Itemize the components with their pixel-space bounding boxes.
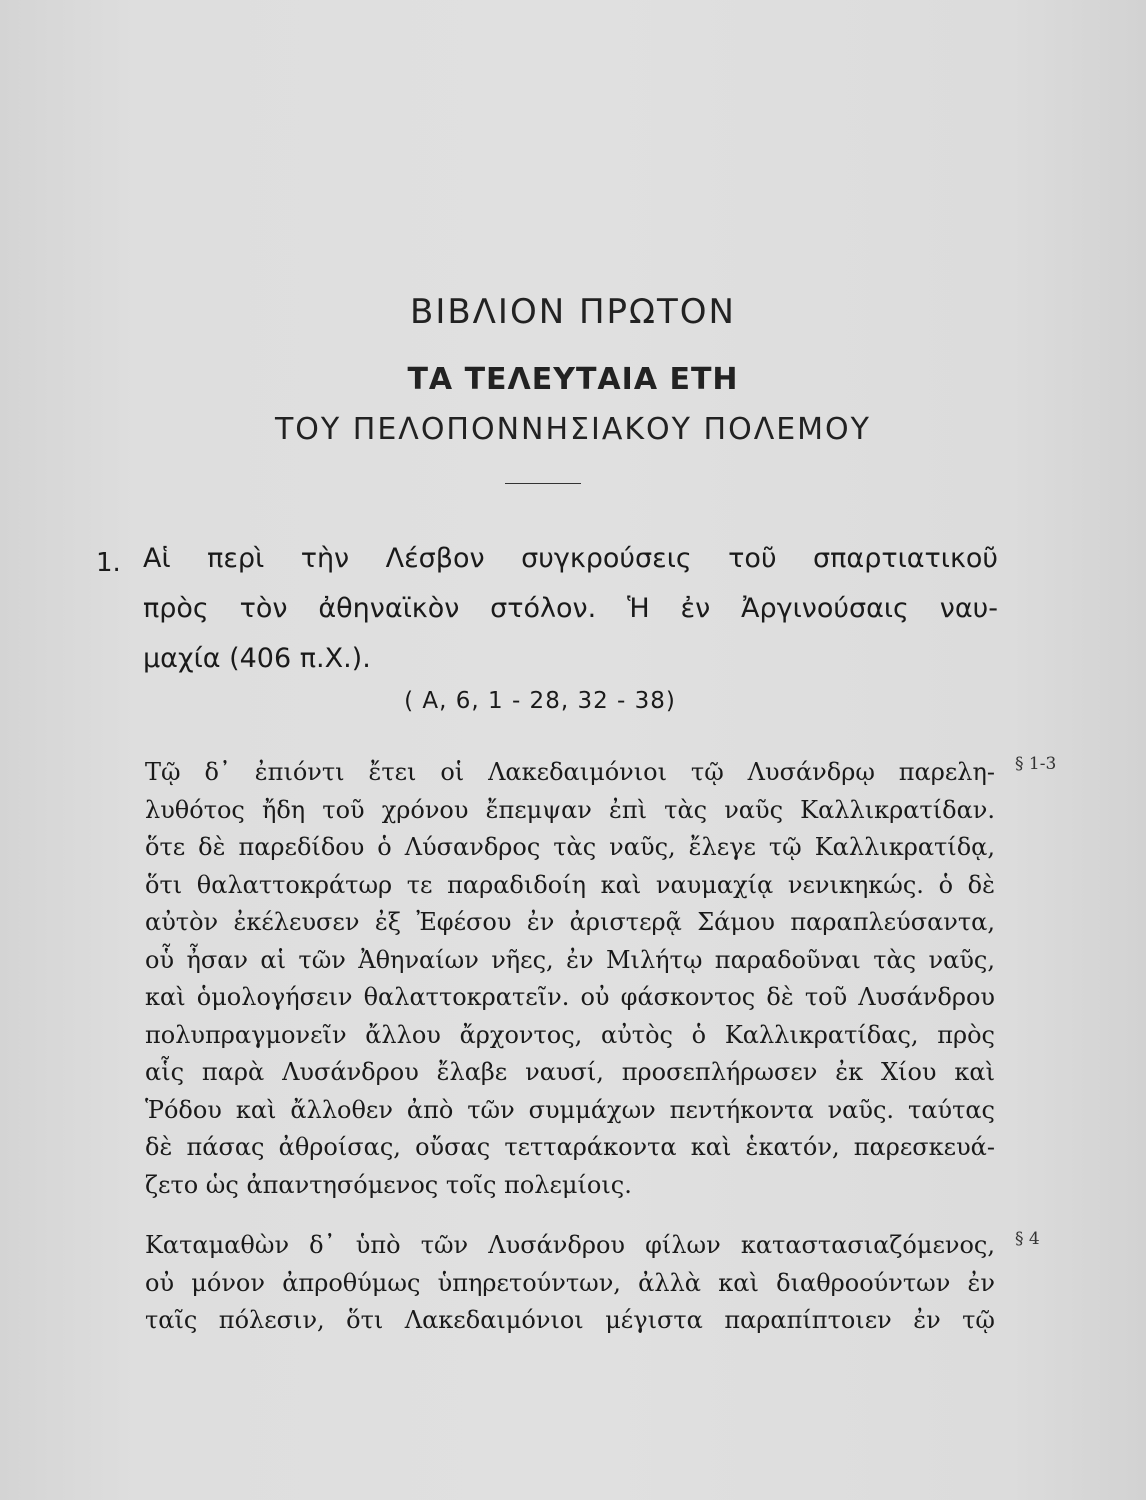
margin-note: § 4 xyxy=(1015,1229,1040,1249)
margin-note: § 1-3 xyxy=(1015,754,1057,774)
text-line: Ῥόδου καὶ ἄλλοθεν ἀπὸ τῶν συμμάχων πεντήκοντα ναῦς. ταύτας xyxy=(145,1095,995,1124)
text-line: οὗ ἦσαν αἱ τῶν Ἀθηναίων νῆες, ἐν Μιλήτῳ παραδοῦναι τὰς ναῦς, xyxy=(145,945,995,974)
text-line: λυθότος ἤδη τοῦ χρόνου ἔπεμψαν ἐπὶ τὰς ναῦς Καλλικρατίδαν. xyxy=(145,795,995,824)
text-line: αὐτὸν ἐκέλευσεν ἐξ Ἐφέσου ἐν ἀριστερᾷ Σάμου παραπλεύσαντα, xyxy=(145,908,995,936)
title-divider xyxy=(505,483,581,484)
text-line: ταῖς πόλεσιν, ὅτι Λακεδαιμόνιοι μέγιστα παραπίπτοιεν ἐν τῷ xyxy=(145,1306,995,1334)
paragraph-2 xyxy=(145,1227,995,1340)
text-line: αἷς παρὰ Λυσάνδρου ἔλαβε ναυσί, προσεπλήρωσεν ἐκ Χίου καὶ xyxy=(145,1058,995,1086)
text-line: Καταμαθὼν δ᾽ ὑπὸ τῶν Λυσάνδρου φίλων καταστασιαζόμενος, xyxy=(145,1231,995,1259)
section-number: 1. xyxy=(96,548,121,578)
text-line: Τῷ δ᾽ ἐπιόντι ἔτει οἱ Λακεδαιμόνιοι τῷ Λυσάνδρῳ παρελη- xyxy=(145,758,995,786)
text-line: ὅτι θαλαττοκράτωρ τε παραδιδοίη καὶ ναυμαχίᾳ νενικηκώς. ὁ δὲ xyxy=(145,870,995,899)
book-title: ΒΙΒΛΙΟΝ ΠΡΩΤΟΝ xyxy=(410,292,736,332)
section-title-line: Αἱ περὶ τὴν Λέσβον συγκρούσεις τοῦ σπαρτιατικοῦ xyxy=(143,543,998,574)
text-line: οὐ μόνον ἀπροθύμως ὑπηρετούντων, ἀλλὰ καὶ διαθροούντων ἐν xyxy=(145,1268,995,1297)
text-line: ὅτε δὲ παρεδίδου ὁ Λύσανδρος τὰς ναῦς, ἔλεγε τῷ Καλλικρατίδᾳ, xyxy=(145,833,995,861)
text-line: ζετο ὡς ἀπαντησόμενος τοῖς πολεμίοις. xyxy=(145,1170,632,1199)
chapter-title-line-1: ΤΑ ΤΕΛΕΥΤΑΙΑ ΕΤΗ xyxy=(407,362,739,397)
text-line: δὲ πάσας ἀθροίσας, οὔσας τετταράκοντα καὶ ἑκατόν, παρεσκευά- xyxy=(145,1133,995,1161)
paragraph-1 xyxy=(145,754,995,1204)
section-title-line: μαχία (406 π.Χ.). xyxy=(143,643,371,674)
text-line: καὶ ὁμολογήσειν θαλαττοκρατεῖν. οὐ φάσκοντος δὲ τοῦ Λυσάνδρου xyxy=(145,983,995,1011)
text-line: πολυπραγμονεῖν ἄλλου ἄρχοντος, αὐτὸς ὁ Καλλικρατίδας, πρὸς xyxy=(145,1020,995,1049)
source-reference: ( Α, 6, 1 - 28, 32 - 38) xyxy=(404,688,676,714)
chapter-title-line-2: ΤΟΥ ΠΕΛΟΠΟΝΝΗΣΙΑΚΟΥ ΠΟΛΕΜΟΥ xyxy=(274,412,871,447)
section-title-line: πρὸς τὸν ἀθηναϊκὸν στόλον. Ἡ ἐν Ἀργινούσαις ναυ- xyxy=(143,593,998,624)
section-title xyxy=(143,534,998,684)
